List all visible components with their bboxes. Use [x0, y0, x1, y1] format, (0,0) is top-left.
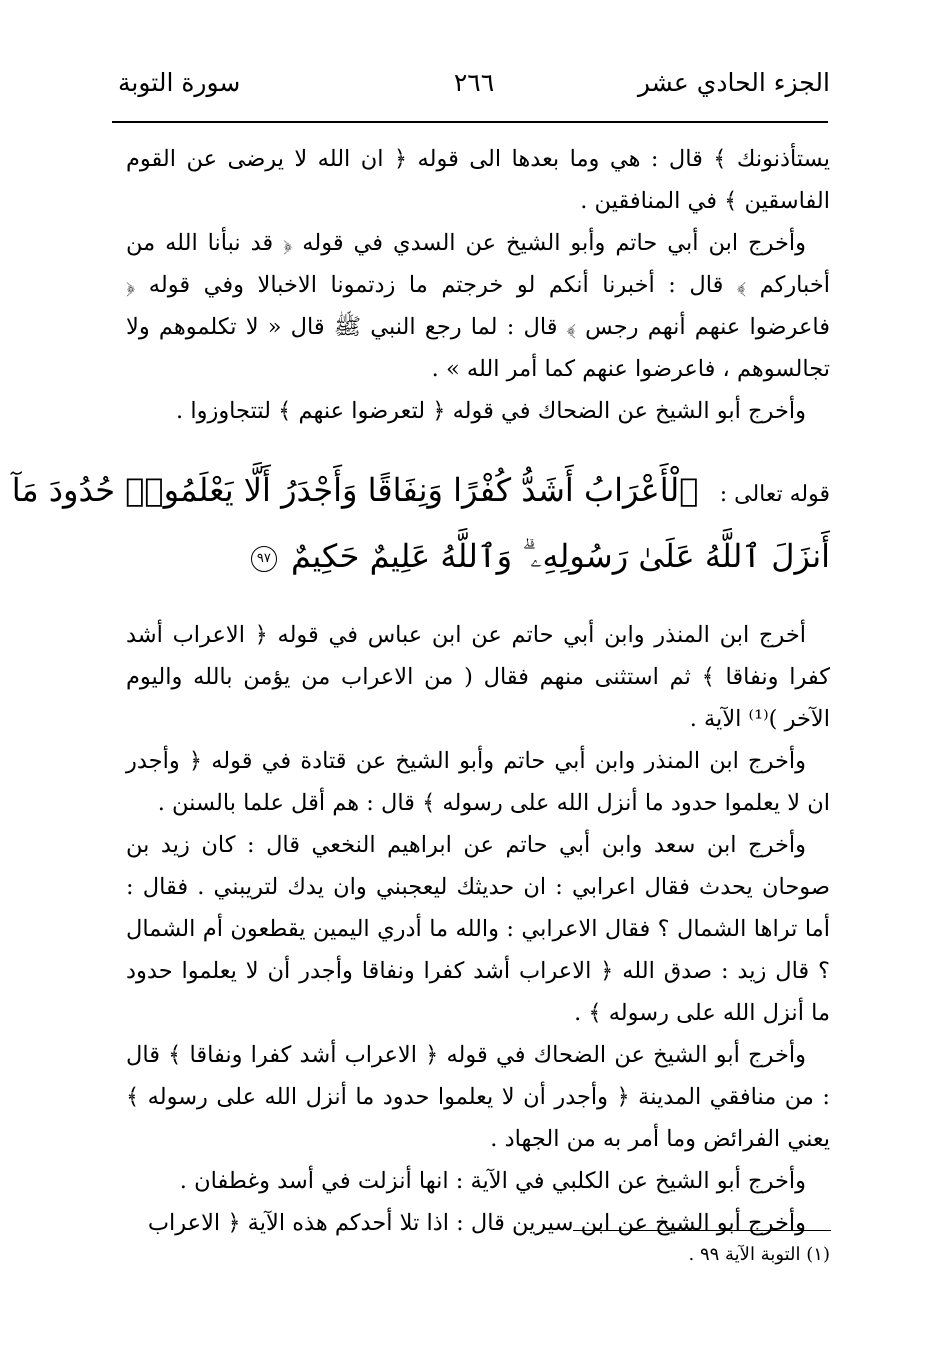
paragraph: يستأذنونك ﴾ قال : هي وما بعدها الى قوله ﴿ ان الله لا يرضى عن القوم الفاسقين ﴾ في المنافقين .: [126, 146, 830, 214]
surah-label: سورة التوبة: [118, 68, 241, 97]
paragraph: وأخرج أبو الشيخ عن ابن سيرين قال : اذا تلا أحدكم هذه الآية ﴿ الاعراب: [147, 1210, 806, 1236]
page-number: ٢٦٦: [453, 68, 495, 97]
footnote-divider: [573, 1230, 831, 1231]
paragraph: وأخرج أبو الشيخ عن الضحاك في قوله ﴿ الاعراب أشد كفرا ونفاقا ﴾ قال : من منافقي المدينة ﴿ وأجدر أن لا يعلموا حدود ما أنزل الله على رسوله ﴾ يعني الفرائض وما أمر به من الجهاد .: [126, 1042, 830, 1152]
footnote: (١) التوبة الآية ٩٩ .: [688, 1244, 830, 1265]
verse-text-1: ٱلْأَعْرَابُ أَشَدُّ كُفْرًا وَنِفَاقًا وَأَجْدَرُ أَلَّا يَعْلَمُوا۟ حُدُودَ مَآ: [11, 471, 699, 509]
verse-text-2: أَنزَلَ ٱللَّهُ عَلَىٰ رَسُولِهِۦ ۗ وَٱللَّهُ عَلِيمٌ حَكِيمٌ: [291, 537, 830, 575]
ayah-number-marker: ٩٧: [251, 546, 277, 572]
paragraph: وأخرج أبو الشيخ عن الكلبي في الآية : انها أنزلت في أسد وغطفان .: [179, 1168, 806, 1194]
paragraph: وأخرج ابن المنذر وابن أبي حاتم وأبو الشيخ عن قتادة في قوله ﴿ وأجدر ان لا يعلموا حدود ما أنزل الله على رسوله ﴾ قال : هم أقل علما بالسنن .: [126, 748, 830, 816]
paragraph: وأخرج أبو الشيخ عن الضحاك في قوله ﴿ لتعرضوا عنهم ﴾ لتتجاوزوا .: [176, 398, 806, 424]
paragraph: وأخرج ابن أبي حاتم وأبو الشيخ عن السدي في قوله ﴿ قد نبأنا الله من أخباركم ﴾ قال : أخبرنا أنكم لو خرجتم ما زدتمونا الاخبالا وفي قوله ﴿ فاعرضوا عنهم أنهم رجس ﴾ قال : لما رجع النبي ﷺ قال « لا تكلموهم ولا تجالسوهم ، فاعرضوا عنهم كما أمر الله » .: [126, 230, 830, 382]
verse-line-2: [110, 525, 830, 587]
paragraph: أخرج ابن المنذر وابن أبي حاتم عن ابن عباس في قوله ﴿ الاعراب أشد كفرا ونفاقا ﴾ ثم استثنى منهم فقال ( من الاعراب من يؤمن بالله واليوم الآخر )⁽¹⁾ الآية .: [126, 622, 830, 732]
verse-line-1: [11, 460, 830, 525]
part-label: الجزء الحادي عشر: [637, 68, 830, 97]
verse-prefix: قوله تعالى :: [719, 482, 830, 507]
commentary-block-main: [126, 614, 830, 1244]
header-divider: [112, 121, 828, 123]
commentary-block-top: [126, 138, 830, 432]
quran-verse: [11, 460, 830, 587]
paragraph: وأخرج ابن سعد وابن أبي حاتم عن ابراهيم النخعي قال : كان زيد بن صوحان يحدث فقال اعرابي : ان حديثك ليعجبني وان يدك لتريبني . فقال : أما تراها الشمال ؟ فقال الاعرابي : والله ما أدري اليمين يقطعون أم الشمال ؟ قال زيد : صدق الله ﴿ الاعراب أشد كفرا ونفاقا وأجدر أن لا يعلموا حدود ما أنزل الله على رسوله ﴾ .: [126, 832, 830, 1026]
running-header: [118, 64, 830, 108]
